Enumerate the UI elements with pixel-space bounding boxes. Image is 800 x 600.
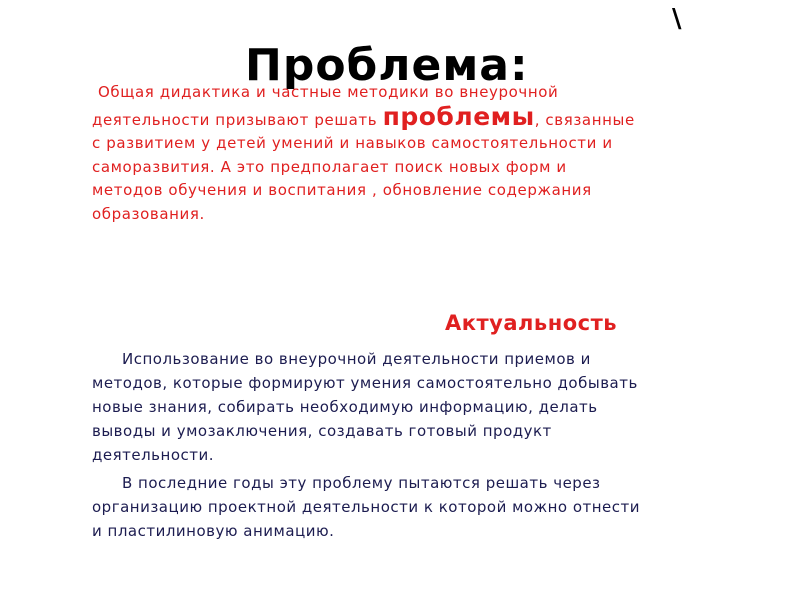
problem-line-6: образования. — [92, 204, 205, 223]
problem-line-4: саморазвития. А это предполагает поиск новых форм и — [92, 157, 567, 176]
problem-line-2-end: , связанные — [534, 110, 635, 129]
corner-backslash-mark: \ — [672, 4, 682, 34]
relevance-p1-line-2: методов, которые формируют умения самостоятельно добывать — [92, 374, 638, 392]
problem-line-5: методов обучения и воспитания , обновление содержания — [92, 181, 592, 199]
problem-line-2 — [92, 101, 752, 133]
problem-emphasis-word: проблемы — [382, 101, 535, 131]
problem-line-3: с развитием у детей умений и навыков самостоятельности и — [92, 134, 613, 152]
slide-title: Проблема: — [245, 40, 529, 91]
problem-line-2-start: деятельности призывают решать — [92, 110, 383, 129]
relevance-p2-line-2: организацию проектной деятельности к которой можно отнести — [92, 498, 641, 516]
relevance-p1-line-5: деятельности. — [92, 446, 215, 464]
problem-line-1: Общая дидактика и частные методики во внеурочной — [98, 83, 559, 101]
relevance-p2-line-3: и пластилиновую анимацию. — [92, 522, 335, 540]
relevance-body — [92, 347, 762, 543]
relevance-p1-line-4: выводы и умозаключения, создавать готовый продукт — [92, 422, 552, 440]
relevance-p1-line-1: Использование во внеурочной деятельности приемов и — [122, 350, 591, 368]
relevance-p1-line-3: новые знания, собирать необходимую информацию, делать — [92, 398, 598, 416]
problem-paragraph — [92, 81, 752, 226]
relevance-p2-line-1: В последние годы эту проблему пытаются решать через — [122, 474, 601, 492]
relevance-heading: Актуальность — [445, 311, 618, 335]
